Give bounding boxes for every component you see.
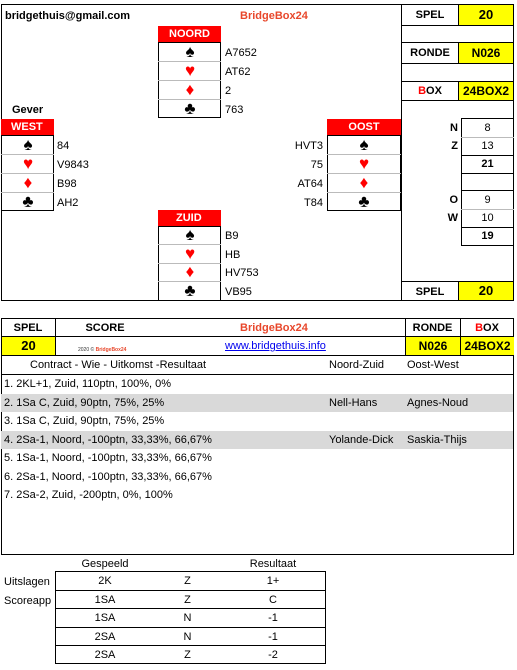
played-result: C xyxy=(269,593,277,606)
played-declarer: Z xyxy=(184,649,191,662)
west-hearts: V9843 xyxy=(57,159,89,171)
club-icon: ♣ xyxy=(22,192,34,211)
result-ns-pair: Yolande-Dick xyxy=(329,433,394,446)
bottom-spel-label: SPEL xyxy=(415,286,445,298)
hcp-total-line xyxy=(461,155,514,156)
spade-icon: ♠ xyxy=(23,135,33,154)
col-gespeeld-header: Gespeeld xyxy=(81,558,129,570)
played-contract: 2K xyxy=(98,575,112,587)
score-spel-value: 20 xyxy=(2,337,55,355)
south-label: ZUID xyxy=(158,210,221,226)
copyright-bridge: Bridge xyxy=(95,347,112,353)
result-text: 2. 1Sa C, Zuid, 90ptn, 75%, 25% xyxy=(4,396,165,409)
hcp-o-value: 9 xyxy=(484,194,491,206)
brand-logo xyxy=(240,10,308,22)
played-declarer: Z xyxy=(184,593,191,606)
score-header-divider xyxy=(55,318,56,355)
west-clubs: AH2 xyxy=(57,197,79,209)
diamond-icon: ♦ xyxy=(185,80,195,99)
bottom-spel-value: 20 xyxy=(458,281,514,301)
result-ow-pair: Agnes-Noud xyxy=(407,396,469,409)
club-icon: ♣ xyxy=(358,192,370,211)
col-ns-header: Noord-Zuid xyxy=(329,359,385,371)
heart-icon: ♥ xyxy=(22,154,34,173)
hcp-z-value: 13 xyxy=(481,140,494,152)
played-contract: 1SA xyxy=(94,593,116,606)
north-hearts: AT62 xyxy=(225,66,251,78)
spel-label: SPEL xyxy=(415,9,445,21)
result-ow-pair: Saskia-Thijs xyxy=(407,433,467,446)
east-hearts: 75 xyxy=(310,159,323,171)
brand-box: Box24 xyxy=(274,10,308,22)
scoreapp-label: Scoreapp xyxy=(4,595,52,607)
east-spades: HVT3 xyxy=(294,140,323,152)
result-row xyxy=(4,412,514,430)
club-icon: ♣ xyxy=(184,99,196,118)
played-result: -1 xyxy=(268,612,278,625)
col-resultaat-header: Resultaat xyxy=(249,558,297,570)
box-label-rest: OX xyxy=(426,85,442,97)
email-address: bridgethuis@gmail.com xyxy=(5,10,131,22)
hcp-grid-line xyxy=(461,137,514,138)
result-text: 4. 2Sa-1, Noord, -100ptn, 33,33%, 66,67% xyxy=(4,433,212,446)
north-label: NOORD xyxy=(158,26,221,42)
south-clubs: VB95 xyxy=(225,286,252,298)
played-contract: 1SA xyxy=(94,612,116,625)
result-row xyxy=(4,375,514,393)
south-diamonds: HV753 xyxy=(225,267,259,279)
south-hearts: HB xyxy=(225,249,241,261)
played-declarer: Z xyxy=(184,575,191,587)
hcp-n-value: 8 xyxy=(484,122,491,134)
box-label xyxy=(401,85,459,97)
result-text: 3. 1Sa C, Zuid, 90ptn, 75%, 25% xyxy=(4,415,165,427)
spade-icon: ♠ xyxy=(185,225,195,244)
score-spel-label: SPEL xyxy=(13,322,43,334)
score-ronde-value: N026 xyxy=(406,337,460,355)
hcp-ow-total: 19 xyxy=(481,230,494,242)
score-title: SCORE xyxy=(85,322,125,334)
ronde-label: RONDE xyxy=(410,47,450,59)
copyright-box: Box24 xyxy=(111,347,127,353)
east-label: OOST xyxy=(327,119,401,135)
hcp-total-line xyxy=(461,227,514,228)
south-spades: B9 xyxy=(225,230,239,242)
west-spades: 84 xyxy=(57,140,70,152)
played-contract: 2SA xyxy=(94,630,116,643)
brand-bridge: Bridge xyxy=(240,10,275,22)
result-ns-pair: Nell-Hans xyxy=(329,396,378,409)
copyright xyxy=(78,347,126,353)
result-row xyxy=(4,449,514,467)
played-result: -1 xyxy=(268,630,278,643)
hcp-n-label: N xyxy=(450,122,458,134)
score-header-line xyxy=(1,355,514,356)
result-text: 7. 2Sa-2, Zuid, -200ptn, 0%, 100% xyxy=(4,489,173,501)
hcp-grid-line xyxy=(461,209,514,210)
score-box-label-b: B xyxy=(475,322,484,334)
west-label: WEST xyxy=(1,119,54,135)
spade-icon: ♠ xyxy=(185,42,195,61)
score-box-label-rest: OX xyxy=(483,322,499,334)
heart-icon: ♥ xyxy=(184,244,196,263)
box-label-b: B xyxy=(418,85,427,97)
club-icon: ♣ xyxy=(184,281,196,300)
east-diamonds: AT64 xyxy=(297,178,323,190)
hcp-w-value: 10 xyxy=(481,212,494,224)
hcp-ns-total: 21 xyxy=(481,158,494,170)
played-contract: 2SA xyxy=(94,649,116,662)
heart-icon: ♥ xyxy=(184,61,196,80)
dealer-label: Gever xyxy=(12,104,44,116)
result-text: 1. 2KL+1, Zuid, 110ptn, 100%, 0% xyxy=(4,378,172,390)
copyright-prefix: 2020 © xyxy=(78,347,96,353)
score-box-value: 24BOX2 xyxy=(461,337,514,355)
hcp-o-label: O xyxy=(449,194,458,206)
score-ronde-label: RONDE xyxy=(412,322,453,334)
score-brand xyxy=(240,322,308,334)
diamond-icon: ♦ xyxy=(359,173,369,192)
spel-value: 20 xyxy=(458,4,514,26)
website-link[interactable]: www.bridgethuis.info xyxy=(225,340,326,352)
box-value: 24BOX2 xyxy=(458,81,514,101)
diamond-icon: ♦ xyxy=(23,173,33,192)
brand-box: Box24 xyxy=(274,322,308,334)
north-clubs: 763 xyxy=(225,104,244,116)
result-text: 5. 1Sa-1, Noord, -100ptn, 33,33%, 66,67% xyxy=(4,452,212,464)
played-declarer: N xyxy=(183,630,192,643)
east-clubs: T84 xyxy=(304,197,323,209)
played-result: -2 xyxy=(268,649,278,662)
hcp-z-label: Z xyxy=(451,140,458,152)
spade-icon: ♠ xyxy=(359,135,369,154)
brand-bridge: Bridge xyxy=(240,322,275,334)
north-diamonds: 2 xyxy=(225,85,232,97)
heart-icon: ♥ xyxy=(358,154,370,173)
result-row xyxy=(4,468,514,486)
col-ow-header: Oost-West xyxy=(407,359,459,371)
west-diamonds: B98 xyxy=(57,178,77,190)
uitslagen-label: Uitslagen xyxy=(4,576,50,588)
played-result: 1+ xyxy=(266,575,280,587)
north-spades: A7652 xyxy=(225,47,257,59)
score-box-label xyxy=(460,322,514,334)
result-row xyxy=(4,486,514,504)
ronde-value: N026 xyxy=(458,42,514,64)
result-text: 6. 2Sa-1, Noord, -100ptn, 33,33%, 66,67% xyxy=(4,470,212,483)
col-contract-header: Contract - Wie - Uitkomst -Resultaat xyxy=(30,359,207,371)
diamond-icon: ♦ xyxy=(185,262,195,281)
played-declarer: N xyxy=(183,612,192,625)
hcp-w-label: W xyxy=(447,212,458,224)
